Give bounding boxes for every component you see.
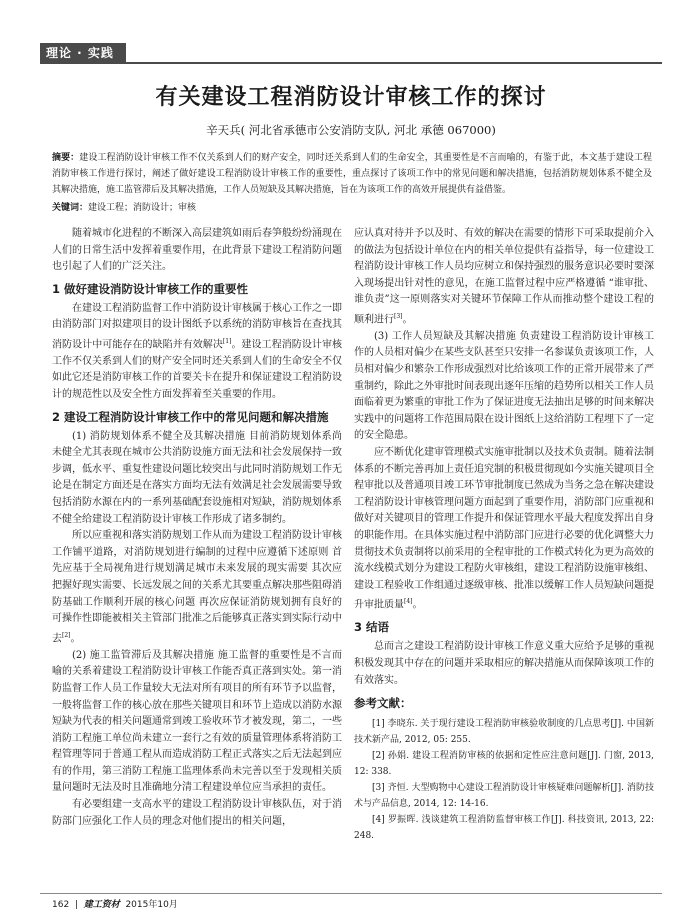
footer-rule — [40, 893, 662, 894]
issue-date: 2015年10月 — [125, 900, 178, 910]
reference-item: [3] 齐恒. 大型购物中心建设工程消防设计审核疑难问题解析[J]. 消防技术与产品信息, 2014, 12: 14-16. — [354, 782, 654, 809]
section-2-paragraph-1: (1) 消防规划体系不健全及其解决措施 目前消防规划体系尚未健全尤其表现在城市公共消防设施方面无法和社会发展保持一致步调，低水平、重复性建设问题比较突出与此同时消防规划工作无论是在制定方面还是在落实方面均无法有效满足社会发展需要导致包括消防水源在内的一系列基础配套设施相对短缺，消防规划体系不健全给建设工程消防设计审核工作形成了诸多制约。 — [52, 430, 342, 525]
section-2-heading: 2 建设工程消防设计审核工作中的常见问题和解决措施 — [52, 409, 329, 424]
article-title: 有关建设工程消防设计审核工作的探讨 — [155, 85, 547, 110]
abstract-text: 建设工程消防设计审核工作不仅关系到人们的财产安全，同时还关系到人们的生命安全，其重要性是不言而喻的，有鉴于此，本文基于建设工程消防审核工作进行探讨，阐述了做好建设工程消防设计审核工作的重要性，重点探讨了该项工作中的常见问题和解决措施，包括消防规划体系不健全及其解决措施，施工监管滞后及其解决措施，工作人员短缺及其解决措施，旨在为该项工作的高效开展提供有益借鉴。 — [52, 153, 652, 195]
keywords-text: 建设工程；消防设计；审核 — [88, 203, 197, 213]
abstract — [52, 150, 652, 198]
references-heading: 参考文献： — [354, 696, 412, 711]
section-2-paragraph-2: 所以应重视和落实消防规划工作从而为建设工程消防设计审核工作铺平道路，对消防规划进行编制的过程中应遵循下述原则 首先应基于全局视角进行规划满足城市未来发展的现实需要 其次应把握好现实需要、长远发展之间的关系尤其要重点解决那些阻碍消防基础工作顺利开展的核心问题 再次应保证消防规划拥有良好的可操作性即能被相关主管部门批准之后能够真正落实到实际行动中去[2]。 — [52, 530, 342, 645]
left-column — [52, 226, 342, 830]
abstract-label: 摘要： — [52, 153, 80, 163]
article-author: 辛天兵( 河北省承德市公安消防支队, 河北 承德 067000) — [206, 123, 496, 137]
reference-item: [1] 李晓东. 关于现行建设工程消防审核验收制度的几点思考[J]. 中国新技术新产品, 2012, 05: 255. — [354, 718, 654, 745]
page-number: 162 — [52, 900, 70, 910]
journal-name: 建工资材 — [83, 900, 120, 910]
intro-paragraph: 随着城市化进程的不断深入高层建筑如雨后春笋般纷纷涌现在人们的日常生活中发挥着重要作用，在此背景下建设工程消防问题也引起了人们的广泛关注。 — [52, 228, 342, 273]
keywords — [52, 201, 652, 215]
section-3-heading: 3 结语 — [354, 620, 390, 635]
right-paragraph-1: 应认真对待并予以及时、有效的解决在需要的情形下可采取提前介入的做法为包括设计单位在内的相关单位提供有益指导，每一位建设工程消防设计审核工作人员均应树立和保持强烈的服务意识必要时要深入现场提出针对性的意见，在施工监督过程中应严格遵循 “谁审批、谁负责”这一原则落实对关键环节保障工作从而推动整个建设工程的顺利进行[3]。 — [354, 228, 654, 326]
section-2-paragraph-4: 有必要组建一支高水平的建设工程消防设计审核队伍，对于消防部门应强化工作人员的理念对他们提出的相关问题， — [52, 799, 342, 827]
reference-item: [2] 孙娟. 建设工程消防审核的依据和定性应注意问题[J]. 门窗, 2013, 12: 338. — [354, 750, 654, 777]
section-1-heading: 1 做好建设消防设计审核工作的重要性 — [52, 281, 249, 296]
section-2-paragraph-3: (2) 施工监管滞后及其解决措施 施工监督的重要性是不言而喻的关系着建设工程消防设计审核工作能否真正落到实处。第一消防监督工作人员工作量较大无法对所有项目的所有环节予以监督，一般将监督工作的核心放在那些关键项目和环节上造成以消防水源短缺为代表的相关问题通常到竣工验收环节才被发现，第二，一些消防工程施工单位尚未建立一套行之有效的质量管理体系将消防工程管理等同于普通工程从而造成消防工程正式落实之后无法起到应有的作用，第三消防工程施工监理体系尚未完善以至于发现相关质量问题时无法及时且准确地分清工程建设单位应当承担的责任。 — [52, 649, 342, 794]
citation: [4] — [404, 598, 413, 606]
right-paragraph-2: (3) 工作人员短缺及其解决措施 负责建设工程消防设计审核工作的人员相对偏少在某些支队甚至只安排一名参谋负责该项工作，人员相对偏少和繁杂工作形成强烈对比给该项工作的正常开展带来了严重制约，除此之外审批时间表现出逐年压缩的趋势所以相关工作人员面临着更为繁重的审批工作为了保证进度无法抽出足够的时间来解决实践中的问题将工作范围局限在设计图纸上这给消防工程埋下了一定的安全隐患。 — [354, 330, 654, 442]
reference-item: [4] 罗振晖. 浅谈建筑工程消防监督审核工作[J]. 科技资讯, 2013, 22: 248. — [354, 814, 654, 841]
citation: [3] — [394, 312, 403, 320]
footer-separator: | — [74, 900, 78, 910]
citation: [2] — [62, 631, 71, 639]
citation: [1] — [222, 337, 232, 345]
conclusion-paragraph: 总而言之建设工程消防设计审核工作意义重大应给予足够的重视积极发现其中存在的问题并采取相应的解决措施从而保障该项工作的有效落实。 — [354, 641, 654, 686]
header-rule — [40, 62, 662, 64]
right-column — [354, 226, 654, 844]
section-label: 理论 · 实践 — [40, 43, 126, 63]
page-footer — [52, 897, 178, 910]
section-1-paragraph: 在建设工程消防监督工作中消防设计审核属于核心工作之一即由消防部门对拟建项目的设计图纸予以系统的消防审核旨在查找其消防设计中可能存在的缺陷并有效解决[1]。建设工程消防设计审核工作不仅关系到人们的财产安全同时还关系到人们的生命安全不仅如此它还是消防审核工作的首要关卡在提升和保证建设工程消防设计的规范性以及安全性方面发挥着至关重要的作用。 — [52, 302, 343, 401]
keywords-label: 关键词： — [52, 203, 89, 213]
right-paragraph-3: 应不断优化建审管理模式实施审批制以及技术负责制。随着法制体系的不断完善再加上责任追究制的积极贯彻现如今实施关键项目全程审批以及普通项目竣工环节审批制度已然成为当务之急在解决建设工程消防设计审核管理问题方面起到了重要作用，消防部门应重视和做好对关键项目的管理工作提升和保证管理水平最大程度发挥出自身的职能作用。在具体实施过程中消防部门应进行必要的优化调整大力贯彻技术负责制将以前采用的全程审批的工作模式转化为更为高效的流水线模式划分为建设工程防火审核组，建设工程消防设施审核组、建设工程验收工作组通过逐级审核、批准以缓解工作人员短缺问题提升审批质量[4]。 — [354, 447, 654, 611]
